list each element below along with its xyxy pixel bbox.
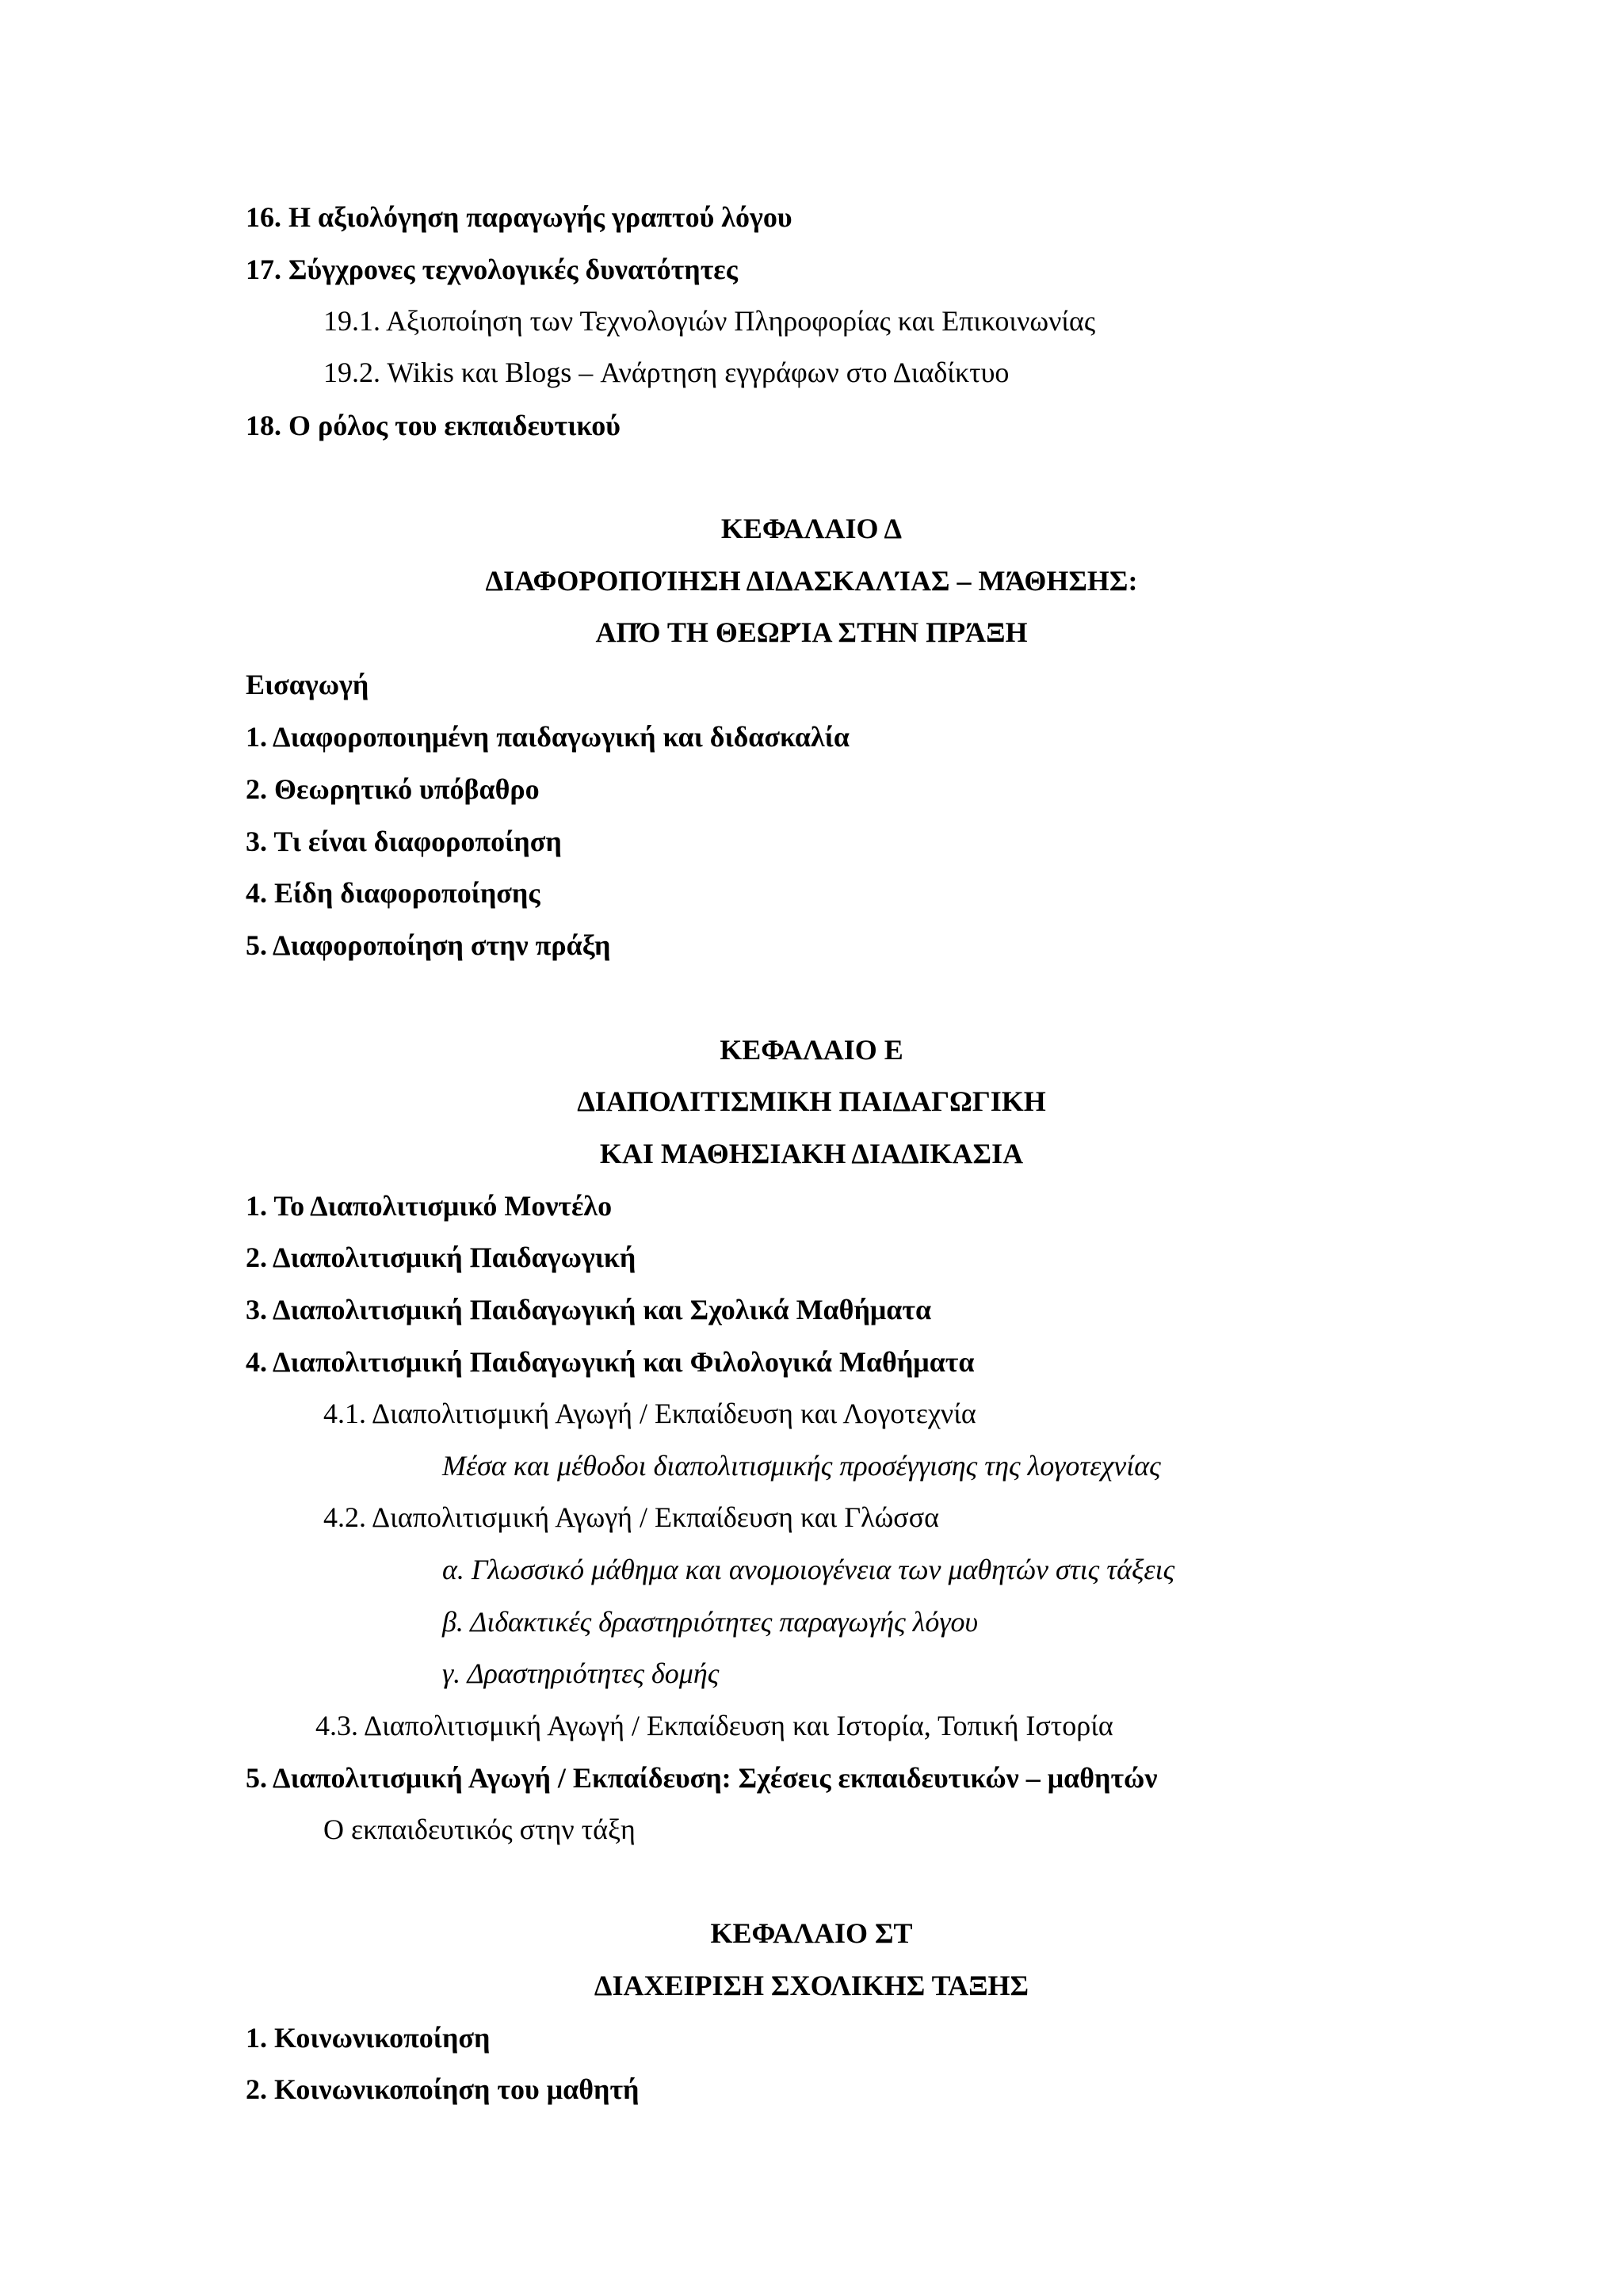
toc-entry: 5. Διαπολιτισμική Αγωγή / Εκπαίδευση: Σχέσεις εκπαιδευτικών – μαθητών (246, 1762, 1158, 1794)
chapter-title: ΔΙΑΠΟΛΙΤΙΣΜΙΚΗ ΠΑΙΔΑΓΩΓΙΚΗ (577, 1085, 1046, 1117)
toc-entry: 2. Διαπολιτισμική Παιδαγωγική (246, 1241, 636, 1273)
chapter-title: ΔΙΑΦΟΡΟΠΟΊΗΣΗ ΔΙΔΑΣΚΑΛΊΑΣ – ΜΆΘΗΣΗΣ: (485, 565, 1138, 597)
toc-entry: 2. Θεωρητικό υπόβαθρο (246, 773, 540, 805)
chapter-heading: ΚΕΦΑΛΑΙΟ Δ (720, 513, 903, 544)
toc-entry: 1. Διαφοροποιημένη παιδαγωγική και διδασκαλία (246, 721, 850, 753)
toc-entry: 4. Είδη διαφοροποίησης (246, 877, 540, 909)
toc-entry: 3. Τι είναι διαφοροποίηση (246, 826, 562, 857)
toc-entry: 1. Το Διαπολιτισμικό Μοντέλο (246, 1190, 613, 1222)
toc-entry: 17. Σύγχρονες τεχνολογικές δυνατότητες (246, 254, 738, 285)
toc-entry: 18. Ο ρόλος του εκπαιδευτικού (246, 410, 621, 441)
toc-subentry: 4.3. Διαπολιτισμική Αγωγή / Εκπαίδευση και Ιστορία, Τοπική Ιστορία (315, 1710, 1113, 1741)
chapter-heading: ΚΕΦΑΛΑΙΟ Ε (720, 1034, 903, 1066)
toc-entry: Εισαγωγή (246, 669, 369, 700)
chapter-title: ΚΑΙ ΜΑΘΗΣΙΑΚΗ ΔΙΑΔΙΚΑΣΙΑ (599, 1138, 1024, 1169)
chapter-title: ΔΙΑΧΕΙΡΙΣΗ ΣΧΟΛΙΚΗΣ ΤΑΞΗΣ (594, 1970, 1029, 2001)
toc-entry: 5. Διαφοροποίηση στην πράξη (246, 929, 611, 961)
toc-subentry: 4.2. Διαπολιτισμική Αγωγή / Εκπαίδευση και Γλώσσα (323, 1501, 939, 1533)
toc-subentry: 19.2. Wikis και Blogs – Ανάρτηση εγγράφων στο Διαδίκτυο (323, 357, 1010, 388)
toc-entry: 16. Η αξιολόγηση παραγωγής γραπτού λόγου (246, 201, 792, 233)
chapter-heading: ΚΕΦΑΛΑΙΟ ΣΤ (710, 1917, 913, 1949)
toc-subentry: 19.1. Αξιοποίηση των Τεχνολογιών Πληροφορίας και Επικοινωνίας (323, 305, 1096, 337)
toc-entry: 3. Διαπολιτισμική Παιδαγωγική και Σχολικά Μαθήματα (246, 1294, 932, 1325)
toc-subsubentry: α. Γλωσσικό μάθημα και ανομοιογένεια των μαθητών στις τάξεις (442, 1554, 1175, 1585)
toc-subentry: Ο εκπαιδευτικός στην τάξη (323, 1814, 636, 1845)
toc-subentry: 4.1. Διαπολιτισμική Αγωγή / Εκπαίδευση και Λογοτεχνία (323, 1398, 976, 1429)
toc-entry: 4. Διαπολιτισμική Παιδαγωγική και Φιλολογικά Μαθήματα (246, 1346, 975, 1378)
toc-subsubentry: β. Διδακτικές δραστηριότητες παραγωγής λόγου (442, 1606, 979, 1638)
chapter-title: ΑΠΌ ΤΗ ΘΕΩΡΊΑ ΣΤΗΝ ΠΡΆΞΗ (595, 616, 1028, 648)
toc-entry: 2. Κοινωνικοποίηση του μαθητή (246, 2073, 640, 2105)
toc-subsubentry: Μέσα και μέθοδοι διαπολιτισμικής προσέγγισης της λογοτεχνίας (442, 1450, 1161, 1482)
toc-subsubentry: γ. Δραστηριότητες δομής (442, 1657, 720, 1689)
toc-entry: 1. Κοινωνικοποίηση (246, 2022, 491, 2054)
